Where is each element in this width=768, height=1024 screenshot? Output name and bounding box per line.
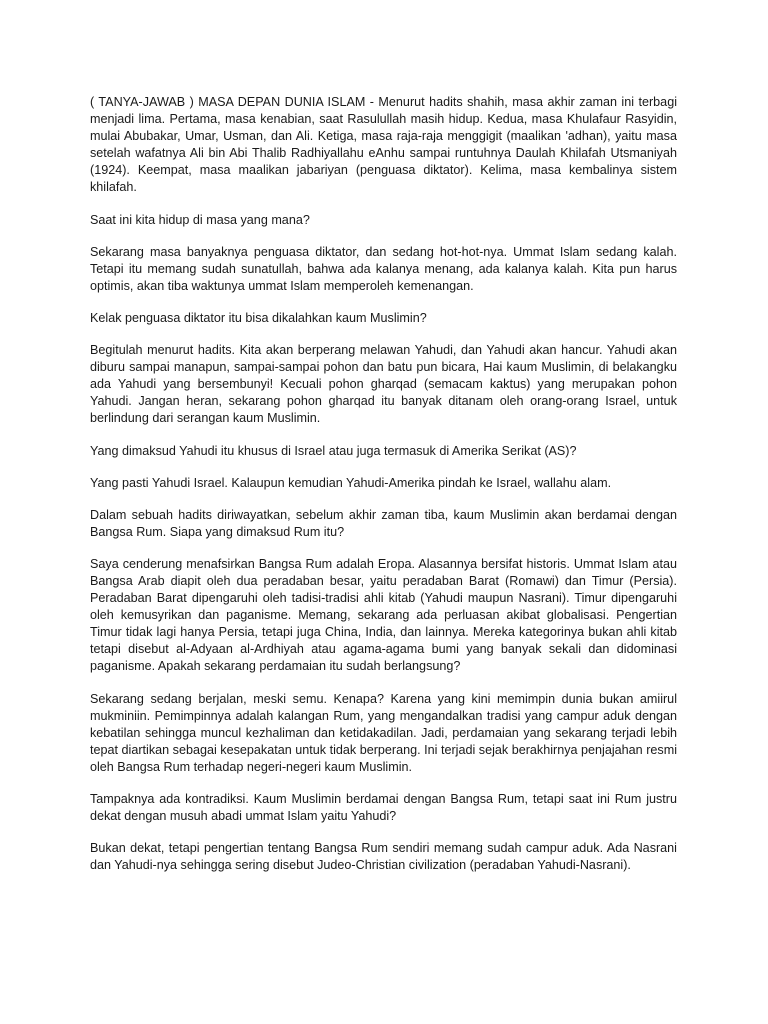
answer-6: Bukan dekat, tetapi pengertian tentang Bangsa Rum sendiri memang sudah campur aduk. Ada Nasrani dan Yahudi-nya sehingga sering disebut Judeo-Christian civilization (peradaban Yahudi-Nasrani).: [90, 841, 677, 873]
answer-5: Sekarang sedang berjalan, meski semu. Kenapa? Karena yang kini memimpin dunia bukan amiirul mukminiin. Pemimpinnya adalah kalangan Rum, yang mengandalkan tradisi yang campur aduk dengan kebatilan sehingga muncul kezhaliman dan ketidakadilan. Jadi, perdamaian yang sekarang terjadi lebih tepat diartikan sebagai kesepakatan untuk tidak berperang. Ini terjadi sejak berakhirnya penjajahan resmi oleh Bangsa Rum terhadap negeri-negeri kaum Muslimin.: [90, 691, 677, 774]
document-page: [90, 94, 677, 889]
answer-2: Begitulah menurut hadits. Kita akan berperang melawan Yahudi, dan Yahudi akan hancur. Yahudi akan diburu sampai manapun, sampai-sampai pohon dan batu pun bicara, Hai kaum Muslimin, di belakangku ada Yahudi yang bersembunyi! Kecuali pohon gharqad (semacam kaktus) yang merupakan pohon Yahudi. Jangan heran, sekarang pohon gharqad itu banyak ditanam oleh orang-orang Israel, untuk berlindung dari serangan kaum Muslimin.: [90, 343, 677, 426]
question-6: Tampaknya ada kontradiksi. Kaum Muslimin berdamai dengan Bangsa Rum, tetapi saat ini Rum justru dekat dengan musuh abadi ummat Islam yaitu Yahudi?: [90, 792, 677, 824]
answer-3: Yang pasti Yahudi Israel. Kalaupun kemudian Yahudi-Amerika pindah ke Israel, wallahu alam.: [90, 475, 612, 490]
answer-1: Sekarang masa banyaknya penguasa diktator, dan sedang hot-hot-nya. Ummat Islam sedang kalah. Tetapi itu memang sudah sunatullah, bahwa ada kalanya menang, ada kalanya kalah. Kita pun harus optimis, akan tiba waktunya ummat Islam memperoleh kemenangan.: [90, 244, 677, 293]
question-1: Saat ini kita hidup di masa yang mana?: [90, 212, 310, 227]
question-4: Dalam sebuah hadits diriwayatkan, sebelum akhir zaman tiba, kaum Muslimin akan berdamai dengan Bangsa Rum. Siapa yang dimaksud Rum itu?: [90, 507, 677, 539]
question-2: Kelak penguasa diktator itu bisa dikalahkan kaum Muslimin?: [90, 310, 427, 325]
question-3: Yang dimaksud Yahudi itu khusus di Israel atau juga termasuk di Amerika Serikat (AS)?: [90, 443, 577, 458]
answer-4: Saya cenderung menafsirkan Bangsa Rum adalah Eropa. Alasannya bersifat historis. Ummat Islam atau Bangsa Arab diapit oleh dua peradaban besar, yaitu peradaban Barat (Romawi) dan Timur (Persia). Peradaban Barat dipengaruhi oleh tadisi-tradisi ahli kitab (Yahudi maupun Nasrani). Timur dipengaruhi oleh kemusyrikan dan paganisme. Memang, sekarang ada perluasan akibat globalisasi. Pengertian Timur tidak lagi hanya Persia, tetapi juga China, India, dan lainnya. Mereka kategorinya bukan ahli kitab tetapi disebut al-Adyaan al-Ardhiyah atau agama-agama bumi yang banyak sekali dan didominasi paganisme. Apakah sekarang perdamaian itu sudah berlangsung?: [90, 556, 677, 674]
paragraph-intro: ( TANYA-JAWAB ) MASA DEPAN DUNIA ISLAM - Menurut hadits shahih, masa akhir zaman ini terbagi menjadi lima. Pertama, masa kenabian, saat Rasulullah masih hidup. Kedua, masa Khulafaur Rasyidin, mulai Abubakar, Umar, Usman, dan Ali. Ketiga, masa raja-raja menggigit (maalikan 'adhan), yaitu masa setelah wafatnya Ali bin Abi Thalib Radhiyallahu eAnhu sampai runtuhnya Daulah Khilafah Utsmaniyah (1924). Keempat, masa maalikan jabariyan (penguasa diktator). Kelima, masa kembalinya sistem khilafah.: [90, 95, 677, 195]
